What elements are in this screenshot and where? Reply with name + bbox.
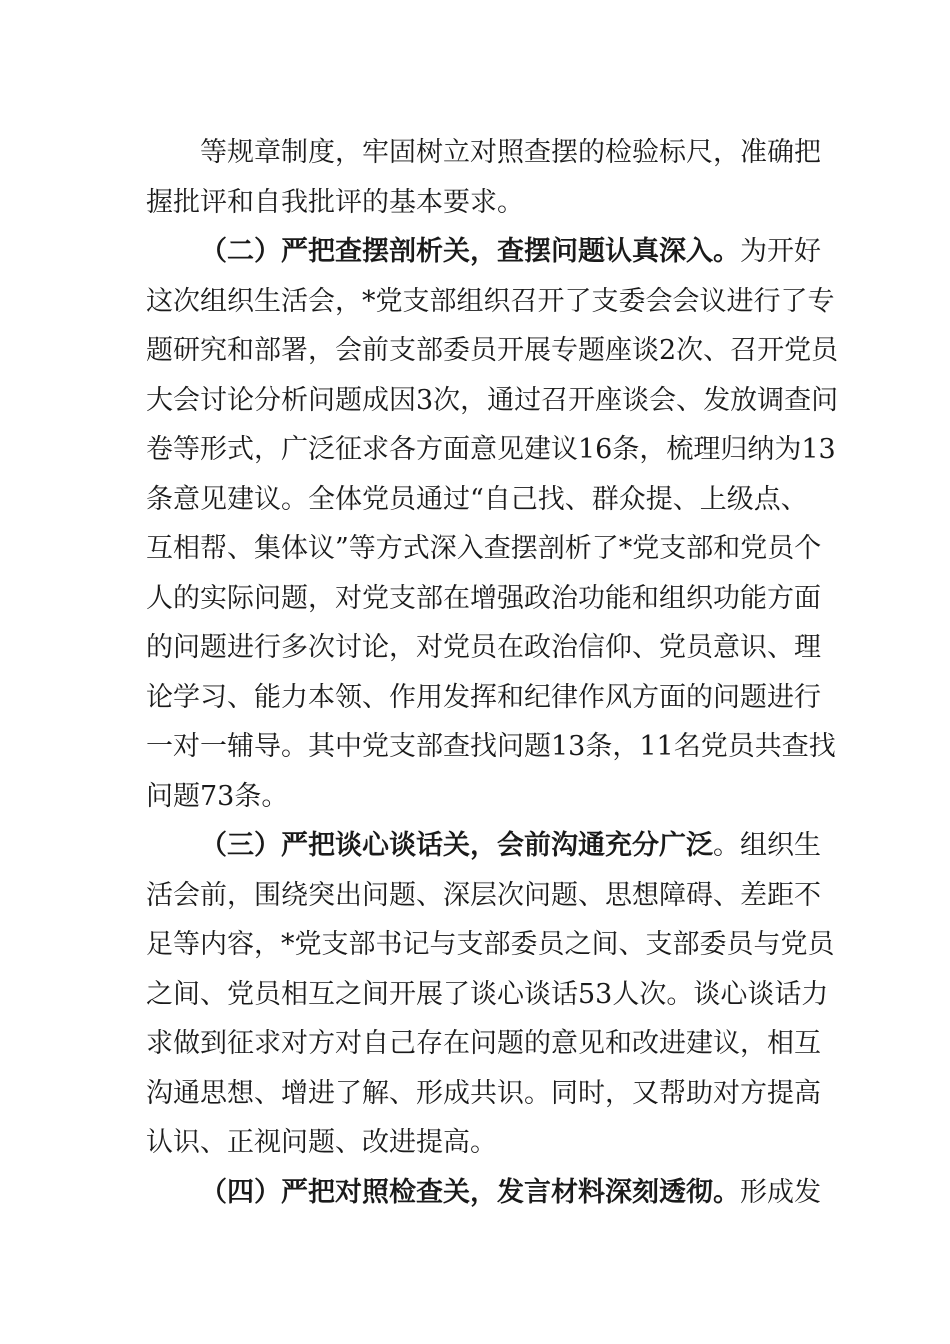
text-line: （四）严把对照检查关，发言材料深刻透彻。形成发 [200,1176,821,1208]
text-line: 沟通思想、增进了解、形成共识。同时，又帮助对方提高 [146,1077,821,1109]
text-line: 握批评和自我批评的基本要求。 [146,186,524,218]
text-line: 论学习、能力本领、作用发挥和纪律作风方面的问题进行 [146,681,821,713]
text-line: 求做到征求对方对自己存在问题的意见和改进建议，相互 [146,1028,821,1059]
paragraph-self-check [146,1168,821,1218]
text-line: 大会讨论分析问题成因3次，通过召开座谈会、发放调查问 [146,384,839,416]
text-line: 这次组织生活会，*党支部组织召开了支委会会议进行了专 [146,285,835,317]
text-line: 认识、正视问题、改进提高。 [146,1127,497,1158]
text-line: （三）严把谈心谈话关，会前沟通充分广泛。组织生 [200,830,821,861]
text-line: 问题73条。 [146,780,289,812]
text-line: 卷等形式，广泛征求各方面意见建议16条，梳理归纳为13 [146,434,836,465]
document-page [146,128,839,1217]
paragraph-inspection [146,227,839,821]
text-line: 等规章制度，牢固树立对照查摆的检验标尺，准确把 [200,137,821,168]
text-line: 之间、党员相互之间开展了谈心谈话53人次。谈心谈话力 [146,978,829,1010]
text-line: 活会前，围绕突出问题、深层次问题、思想障碍、差距不 [146,879,821,911]
paragraph-rules [146,128,821,227]
section-heading: （四）严把对照检查关，发言材料深刻透彻。 [200,1176,740,1208]
text-line: 条意见建议。全体党员通过“自己找、群众提、上级点、 [146,483,808,515]
section-heading: （三）严把谈心谈话关，会前沟通充分广泛 [200,830,713,861]
text-line: 题研究和部署，会前支部委员开展专题座谈2次、召开党员 [146,335,839,366]
text-line: 的问题进行多次讨论，对党员在政治信仰、党员意识、理 [146,632,821,663]
section-heading: （二）严把查摆剖析关，查摆问题认真深入。 [200,236,740,267]
text-line: 一对一辅导。其中党支部查找问题13条，11名党员共查找 [146,731,836,762]
text-line: 人的实际问题，对党支部在增强政治功能和组织功能方面 [146,582,821,614]
text-line: 足等内容，*党支部书记与支部委员之间、支部委员与党员 [146,929,835,960]
text-line: 互相帮、集体议”等方式深入查摆剖析了*党支部和党员个 [146,533,822,564]
text-line: （二）严把查摆剖析关，查摆问题认真深入。为开好 [200,236,821,267]
paragraph-heart-to-heart [146,821,835,1168]
